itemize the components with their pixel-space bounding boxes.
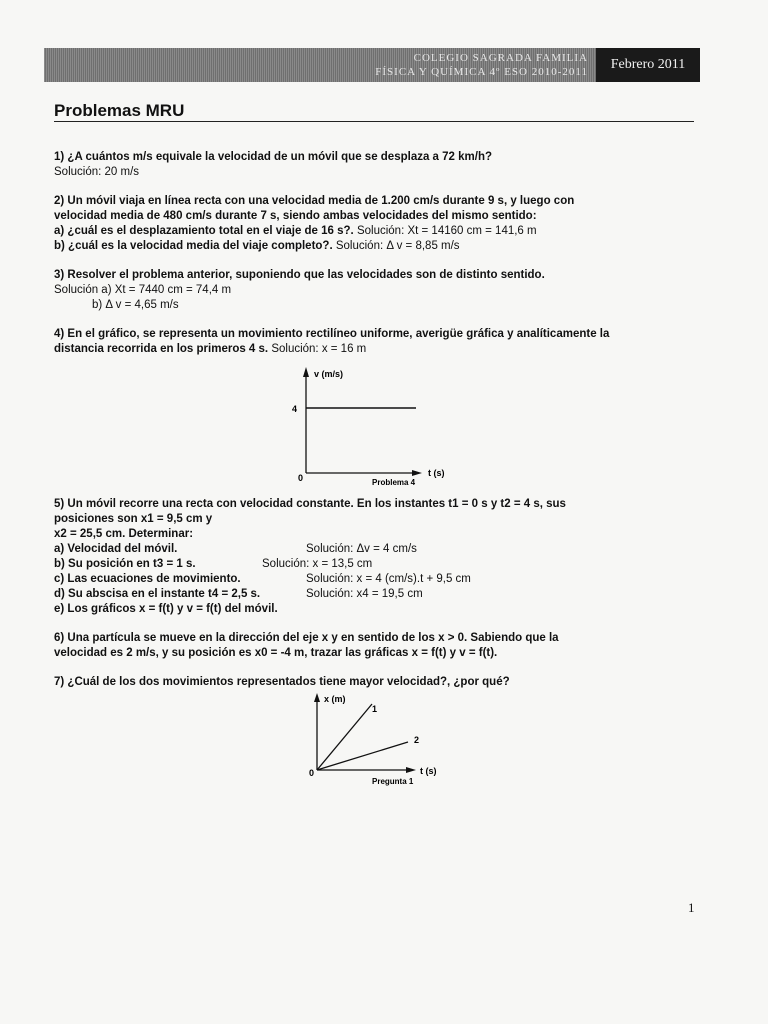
- problem-2-a: [54, 224, 694, 239]
- problem-2-a-question: a) ¿cuál es el desplazamiento total en el viaje de 16 s?.: [54, 225, 354, 237]
- problem-5-a-question: a) Velocidad del móvil.: [54, 543, 178, 555]
- problem-5-line2: posiciones son x1 = 9,5 cm y: [54, 513, 213, 525]
- graph7-caption: Pregunta 1: [372, 777, 414, 786]
- page-header: [44, 48, 700, 82]
- x-axis-arrow-icon: [406, 767, 416, 773]
- y-axis-arrow-icon: [314, 693, 320, 702]
- problem-5-e: e) Los gráficos x = f(t) y v = f(t) del móvil.: [54, 603, 278, 615]
- velocity-time-graph: [54, 363, 694, 487]
- school-name: COLEGIO SAGRADA FAMILIA: [413, 52, 588, 64]
- problem-3-text: 3) Resolver el problema anterior, suponiendo que las velocidades son de distinto sentido.: [54, 269, 545, 281]
- problem-5-a-solution: Solución: Δv = 4 cm/s: [306, 543, 417, 555]
- problem-5-d-solution: Solución: x4 = 19,5 cm: [306, 588, 423, 600]
- problem-3-solution-a: Solución a) Xt = 7440 cm = 74,4 m: [54, 284, 232, 296]
- problem-1: [54, 150, 694, 180]
- page-title: Problemas MRU: [54, 101, 185, 120]
- problem-5-d: [54, 587, 694, 602]
- problem-5-c-question: c) Las ecuaciones de movimiento.: [54, 573, 241, 585]
- problem-list: [54, 150, 694, 798]
- problem-1-text: 1) ¿A cuántos m/s equivale la velocidad de un móvil que se desplaza a 72 km/h?: [54, 151, 492, 163]
- problem-2-b-question: b) ¿cuál es la velocidad media del viaje completo?.: [54, 240, 333, 252]
- problem-5-b: [54, 557, 694, 572]
- problem-4-line1: 4) En el gráfico, se representa un movimiento rectilíneo uniforme, averigüe gráfica y analíticamente la: [54, 328, 610, 340]
- problem-2-line2: velocidad media de 480 cm/s durante 7 s, siendo ambas velocidades del mismo sentido:: [54, 210, 537, 222]
- problem-6-line1: 6) Una partícula se mueve en la dirección del eje x y en sentido de los x > 0. Sabiendo que la: [54, 632, 559, 644]
- problem-5-b-solution: Solución: x = 13,5 cm: [262, 558, 373, 570]
- graph4-xlabel: t (s): [428, 468, 445, 478]
- problem-2: [54, 194, 694, 254]
- problem-1-solution: Solución: 20 m/s: [54, 166, 140, 178]
- problem-2-line1: 2) Un móvil viaja en línea recta con una velocidad media de 1.200 cm/s durante 9 s, y luego con: [54, 195, 575, 207]
- problem-7: [54, 675, 694, 690]
- x-axis-arrow-icon: [412, 470, 422, 476]
- school-banner: [44, 48, 596, 82]
- problem-7-graph: [54, 692, 694, 788]
- motion-line-1: [317, 704, 372, 770]
- problem-5-d-question: d) Su abscisa en el instante t4 = 2,5 s.: [54, 588, 261, 600]
- y-axis-arrow-icon: [303, 367, 309, 377]
- problem-3: [54, 268, 694, 313]
- title-rule: [54, 121, 694, 122]
- problem-2-b-solution: Solución: Δ v = 8,85 m/s: [332, 240, 460, 252]
- page-number: 1: [688, 900, 695, 915]
- graph7-xlabel: t (s): [420, 766, 437, 776]
- graph4-ytick: 4: [292, 404, 298, 414]
- graph4-ylabel: v (m/s): [314, 369, 344, 379]
- graph7-line2-label: 2: [414, 735, 420, 745]
- problem-6-line2: velocidad es 2 m/s, y su posición es x0 = -4 m, trazar las gráficas x = f(t) y v = f(t).: [54, 647, 498, 659]
- problem-5: [54, 497, 694, 617]
- problem-7-text: 7) ¿Cuál de los dos movimientos representados tiene mayor velocidad?, ¿por qué?: [54, 676, 510, 688]
- position-time-graph: [54, 692, 694, 788]
- problem-5-line1: 5) Un móvil recorre una recta con velocidad constante. En los instantes t1 = 0 s y t2 = 4 s, sus: [54, 498, 566, 510]
- motion-line-2: [317, 742, 408, 770]
- graph7-origin: 0: [309, 768, 315, 778]
- problem-4-line2-row: [54, 342, 694, 357]
- graph4-caption: Problema 4: [372, 478, 416, 487]
- course-name: FÍSICA Y QUÍMICA 4º ESO 2010-2011: [375, 66, 588, 78]
- graph4-origin: 0: [298, 473, 304, 483]
- problem-5-c-solution: Solución: x = 4 (cm/s).t + 9,5 cm: [306, 573, 471, 585]
- problem-2-a-solution: Solución: Xt = 14160 cm = 141,6 m: [353, 225, 537, 237]
- date-label: Febrero 2011: [596, 48, 700, 82]
- problem-5-line3: x2 = 25,5 cm. Determinar:: [54, 528, 194, 540]
- problem-5-b-question: b) Su posición en t3 = 1 s.: [54, 558, 196, 570]
- problem-5-a: [54, 542, 694, 557]
- graph7-line1-label: 1: [372, 704, 378, 714]
- problem-4-graph: [54, 363, 694, 487]
- problem-5-c: [54, 572, 694, 587]
- problem-4-solution: Solución: x = 16 m: [268, 343, 367, 355]
- graph7-ylabel: x (m): [324, 694, 346, 704]
- problem-4-line2: distancia recorrida en los primeros 4 s.: [54, 343, 269, 355]
- problem-6: [54, 631, 694, 661]
- problem-4: [54, 327, 694, 357]
- problem-3-solution-b: b) Δ v = 4,65 m/s: [92, 299, 179, 311]
- problem-2-b: [54, 239, 694, 254]
